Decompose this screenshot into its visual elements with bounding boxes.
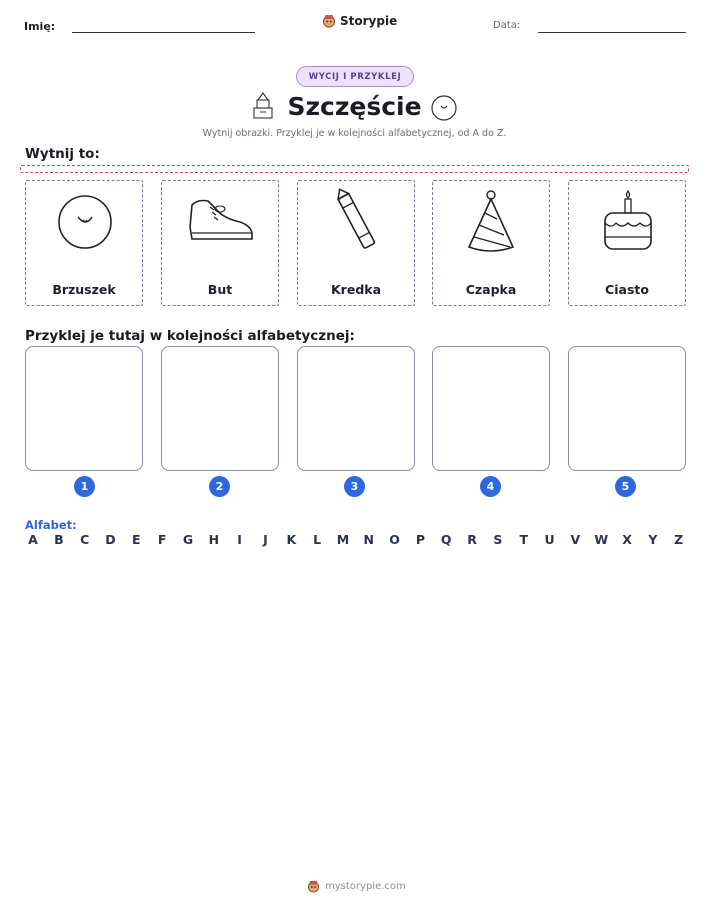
alphabet-letter: R bbox=[467, 532, 477, 547]
card-label: Czapka bbox=[465, 282, 517, 297]
birthday-cake-icon bbox=[593, 187, 663, 257]
alphabet-letter: Q bbox=[440, 532, 452, 547]
belly-button-icon bbox=[430, 94, 458, 122]
belly-button-icon bbox=[50, 187, 120, 257]
alphabet-letter: A bbox=[28, 532, 38, 547]
card-label: Ciasto bbox=[605, 282, 649, 297]
slot-number-badge: 5 bbox=[615, 476, 636, 497]
card-label: But bbox=[207, 282, 233, 297]
paste-slot-3[interactable] bbox=[297, 346, 415, 471]
alphabet-letter: S bbox=[493, 532, 503, 547]
alphabet-letter: L bbox=[313, 532, 322, 547]
storypie-mascot-icon bbox=[322, 14, 336, 28]
date-label: Data: bbox=[493, 20, 521, 31]
brand-name: Storypie bbox=[340, 14, 398, 28]
alphabet-letter: M bbox=[336, 532, 350, 547]
card-label: Brzuszek bbox=[52, 282, 116, 297]
alphabet-letter: K bbox=[286, 532, 297, 547]
alphabet-letter: W bbox=[594, 532, 609, 547]
instructions: Wytnij obrazki. Przyklej je w kolejności alfabetycznej, od A do Z. bbox=[202, 128, 507, 139]
paste-slot-5[interactable] bbox=[568, 346, 686, 471]
alphabet-letter: F bbox=[157, 532, 167, 547]
slot-number-badge: 4 bbox=[480, 476, 501, 497]
alphabet-letter: U bbox=[544, 532, 555, 547]
date-field-line[interactable] bbox=[538, 32, 686, 33]
alphabet-letter: T bbox=[519, 532, 528, 547]
crayon-icon bbox=[322, 187, 392, 257]
alphabet-letter: O bbox=[389, 532, 400, 547]
alphabet-letter: C bbox=[80, 532, 90, 547]
cut-card-ciasto[interactable] bbox=[568, 180, 686, 306]
slot-number-badge: 1 bbox=[74, 476, 95, 497]
footer bbox=[307, 880, 406, 893]
alphabet-letter: H bbox=[208, 532, 220, 547]
storypie-mascot-icon bbox=[307, 880, 320, 893]
party-hat-icon bbox=[457, 187, 527, 257]
alphabet-letter: N bbox=[363, 532, 374, 547]
paste-section-label: Przyklej je tutaj w kolejności alfabetycznej: bbox=[25, 328, 355, 344]
alphabet-letter: E bbox=[132, 532, 141, 547]
alphabet-letter: D bbox=[105, 532, 116, 547]
alphabet-letter: X bbox=[622, 532, 632, 547]
alphabet-letter: V bbox=[570, 532, 581, 547]
cut-card-but[interactable] bbox=[161, 180, 279, 306]
alphabet-label: Alfabet: bbox=[25, 518, 77, 532]
paste-slot-4[interactable] bbox=[432, 346, 550, 471]
slot-number-badge: 3 bbox=[344, 476, 365, 497]
slot-number-badge: 2 bbox=[209, 476, 230, 497]
activity-badge: WYCIJ I PRZYKLEJ bbox=[296, 66, 414, 87]
paste-slot-2[interactable] bbox=[161, 346, 279, 471]
cut-line bbox=[20, 165, 689, 173]
cut-card-kredka[interactable] bbox=[297, 180, 415, 306]
alphabet-letter: Y bbox=[648, 532, 658, 547]
cut-card-czapka[interactable] bbox=[432, 180, 550, 306]
footer-site: mystorypie.com bbox=[325, 881, 406, 892]
brand-logo bbox=[322, 14, 397, 28]
alphabet-letter: J bbox=[263, 532, 268, 547]
name-field-line[interactable] bbox=[72, 32, 255, 33]
alphabet-letter: B bbox=[54, 532, 64, 547]
cut-card-brzuszek[interactable] bbox=[25, 180, 143, 306]
alphabet-letter: I bbox=[237, 532, 242, 547]
alphabet-letter: P bbox=[415, 532, 425, 547]
alphabet-letter: Z bbox=[674, 532, 684, 547]
card-label: Kredka bbox=[330, 282, 382, 297]
cut-section-label: Wytnij to: bbox=[25, 146, 100, 162]
paste-slot-1[interactable] bbox=[25, 346, 143, 471]
page-title: Szczęście bbox=[287, 92, 422, 121]
alphabet-letter: G bbox=[182, 532, 194, 547]
header bbox=[0, 14, 709, 44]
alphabet-row bbox=[25, 532, 687, 547]
name-label: Imię: bbox=[24, 20, 56, 33]
shoe-icon bbox=[186, 187, 256, 257]
